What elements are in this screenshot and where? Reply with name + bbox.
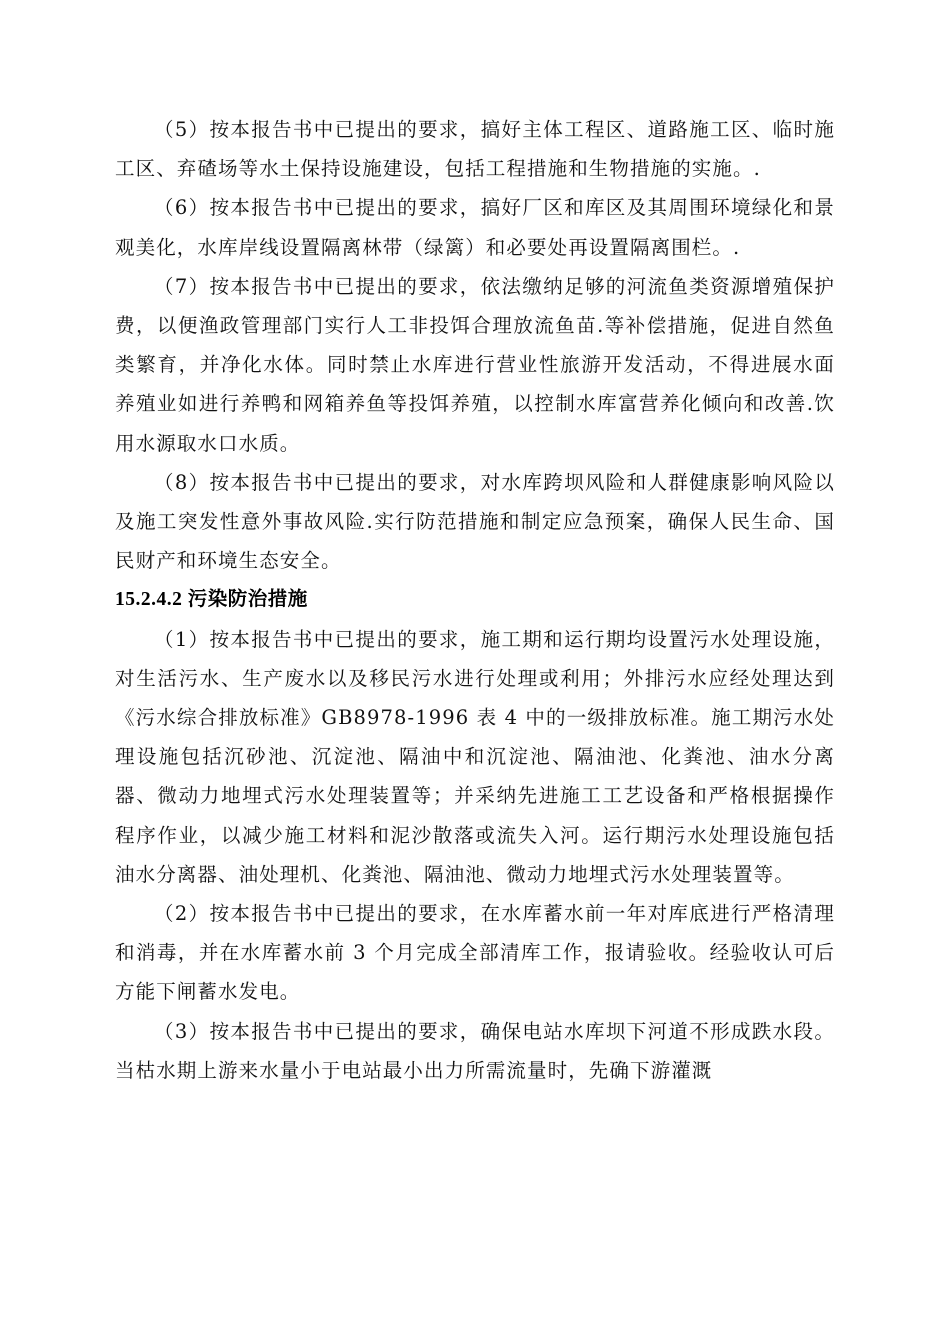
paragraph-item-3: （3）按本报告书中已提出的要求，确保电站水库坝下河道不形成跌水段。当枯水期上游来水量小于电站最小出力所需流量时，先确下游灌溉 bbox=[115, 1019, 835, 1082]
paragraph-item-2: （2）按本报告书中已提出的要求，在水库蓄水前一年对库底进行严格清理和消毒，并在水库蓄水前 3 个月完成全部清库工作，报请验收。经验收认可后方能下闸蓄水发电。 bbox=[115, 902, 835, 1004]
paragraph-item-1: （1）按本报告书中已提出的要求，施工期和运行期均设置污水处理设施，对生活污水、生产废水以及移民污水进行处理或利用；外排污水应经处理达到《污水综合排放标准》GB8978-1996 表 4 中的一级排放标准。施工期污水处理设施包括沉砂池、沉淀池、隔油中和沉淀池、隔油池、化粪池、油水分离器、微动力地埋式污水处理装置等；并采纳先进施工工艺设备和严格根据操作程序作业，以减少施工材料和泥沙散落或流失入河。运行期污水处理设施包括油水分离器、油处理机、化粪池、隔油池、微动力地埋式污水处理装置等。 bbox=[115, 627, 835, 886]
paragraph-item-5: （5）按本报告书中已提出的要求，搞好主体工程区、道路施工区、临时施工区、弃碴场等水土保持设施建设，包括工程措施和生物措施的实施。. bbox=[115, 118, 835, 181]
paragraph-item-8: （8）按本报告书中已提出的要求，对水库跨坝风险和人群健康影响风险以及施工突发性意外事故风险.实行防范措施和制定应急预案，确保人民生命、国民财产和环境生态安全。 bbox=[115, 470, 835, 573]
section-heading: 15.2.4.2 污染防治措施 bbox=[115, 589, 308, 611]
paragraph-item-6: （6）按本报告书中已提出的要求，搞好厂区和库区及其周围环境绿化和景观美化，水库岸线设置隔离林带（绿篱）和必要处再设置隔离围栏。. bbox=[115, 196, 835, 259]
document-body bbox=[115, 110, 835, 1090]
paragraph-item-7: （7）按本报告书中已提出的要求，依法缴纳足够的河流鱼类资源增殖保护费，以便渔政管理部门实行人工非投饵合理放流鱼苗.等补偿措施，促进自然鱼类繁育，并净化水体。同时禁止水库进行营业性旅游开发活动，不得进展水面养殖业如进行养鸭和网箱养鱼等投饵养殖，以控制水库富营养化倾向和改善.饮用水源取水口水质。 bbox=[115, 274, 835, 455]
